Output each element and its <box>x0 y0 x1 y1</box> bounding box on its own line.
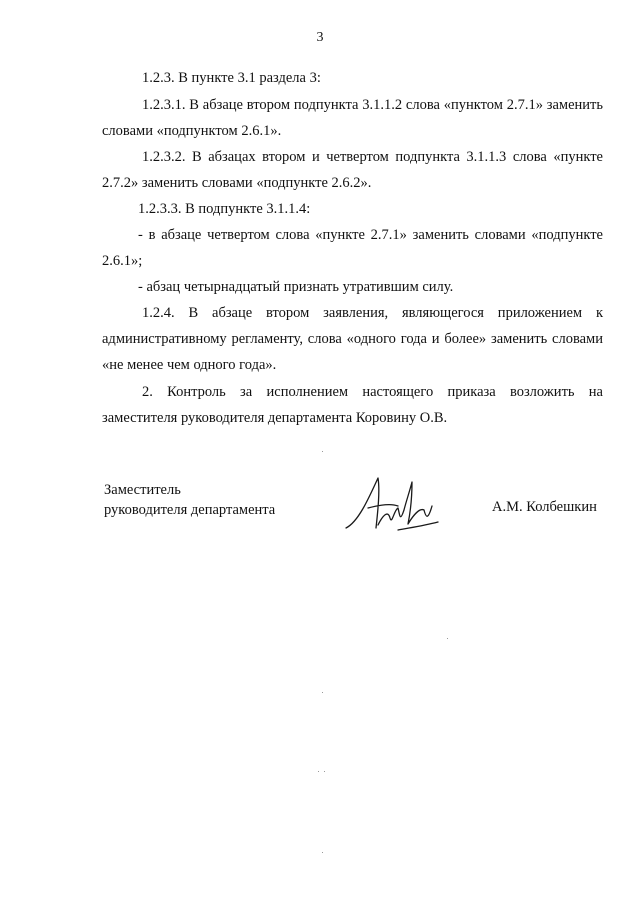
paragraph-2: 2. Контроль за исполнением настоящего приказа возложить на заместителя руководителя департамента Коровину О.В. <box>102 384 603 426</box>
paragraph-1-2-3: 1.2.3. В пункте 3.1 раздела 3: <box>142 70 321 86</box>
paragraph-dash-2: - абзац четырнадцатый признать утратившим силу. <box>138 279 454 295</box>
scan-speck <box>324 771 325 772</box>
paragraph-1-2-3-2: 1.2.3.2. В абзацах втором и четвертом подпункта 3.1.1.3 слова «пункте 2.7.2» заменить словами «подпункте 2.6.2». <box>102 149 603 191</box>
page-number: 3 <box>316 30 324 45</box>
paragraph-dash-1: - в абзаце четвертом слова «пункте 2.7.1» заменить словами «подпункте 2.6.1»; <box>102 227 603 269</box>
signer-position <box>104 480 275 520</box>
paragraph-1-2-3-3: 1.2.3.3. В подпункте 3.1.1.4: <box>138 201 311 217</box>
signer-position-line1: Заместитель <box>104 482 181 498</box>
scan-speck <box>322 852 323 853</box>
scan-speck <box>318 771 319 772</box>
signer-position-line2: руководителя департамента <box>104 502 276 518</box>
handwritten-signature <box>338 470 448 540</box>
signer-name: А.М. Колбешкин <box>492 499 597 515</box>
paragraph-1-2-4: 1.2.4. В абзаце втором заявления, являющегося приложением к административному регламенту, слова «одного года и более» заменить словами «не менее чем одного года». <box>102 305 603 373</box>
scan-speck <box>447 638 448 639</box>
scan-speck <box>322 692 323 693</box>
paragraph-1-2-3-1: 1.2.3.1. В абзаце втором подпункта 3.1.1.2 слова «пунктом 2.7.1» заменить словами «подпунктом 2.6.1». <box>102 97 603 139</box>
scan-speck <box>322 451 323 452</box>
